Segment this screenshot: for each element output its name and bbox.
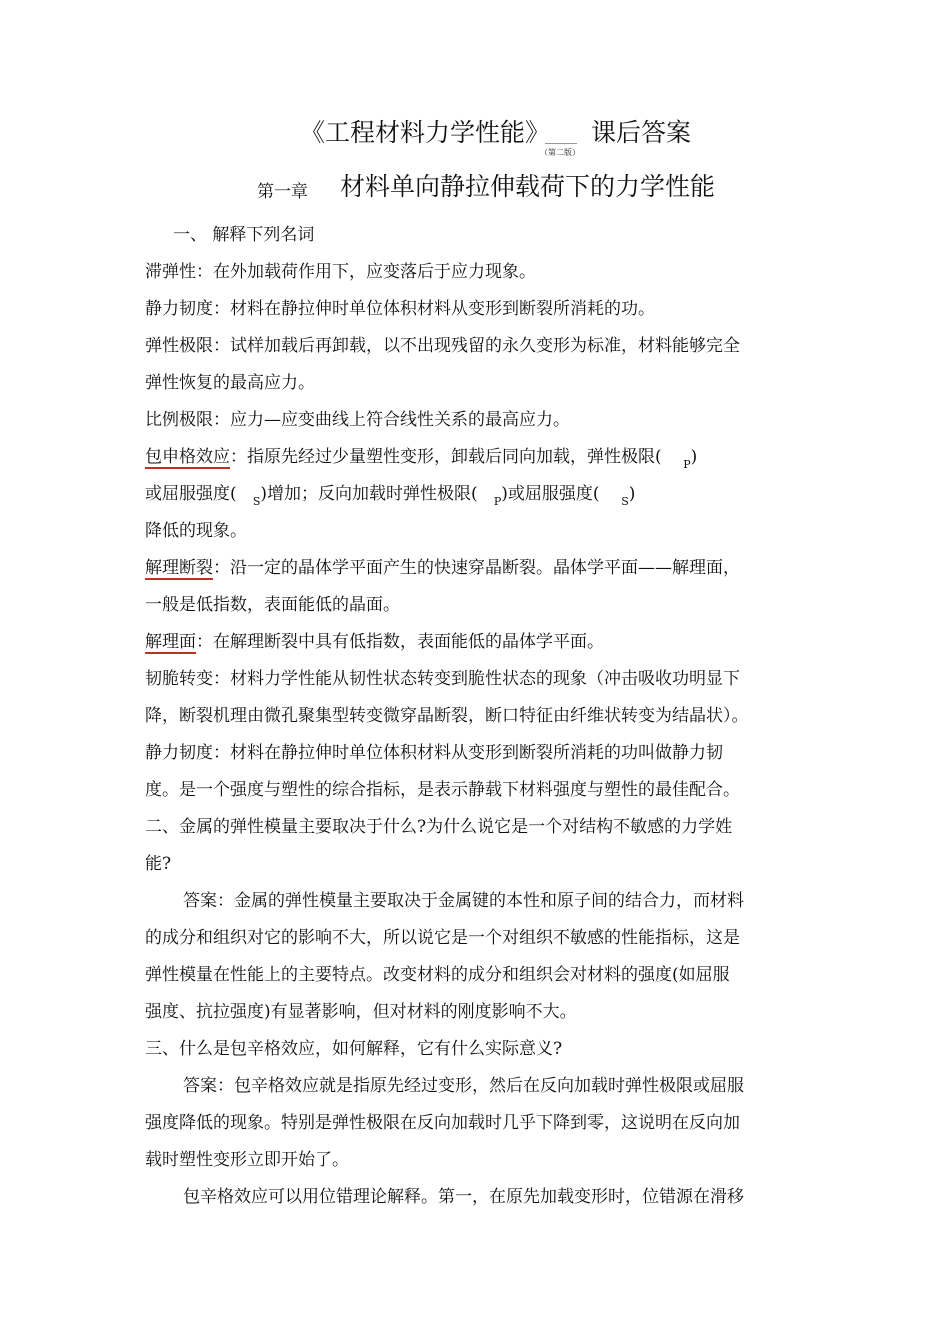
term-bauschinger [145,439,810,476]
term-hysteresis: 滞弹性：在外加载荷作用下，应变落后于应力现象。 [145,262,536,282]
term-proportional-limit: 比例极限：应力—应变曲线上符合线性关系的最高应力。 [145,410,570,430]
section2-answer-2: 的成分和组织对它的影响不大，所以说它是一个对组织不敏感的性能指标，这是 [145,928,740,948]
section2-answer-1: 答案：金属的弹性模量主要取决于金属键的本性和原子间的结合力，而材料 [183,891,744,911]
term-cleavage-fracture [145,550,810,587]
title-main: 《工程材料力学性能》 [300,118,551,147]
term-elastic-limit: 弹性极限：试样加载后再卸载，以不出现残留的永久变形为标准，材料能够完全 [145,336,740,356]
bauschinger-def-2c: )或屈服强度( [501,484,600,504]
term-cleavage-plane [145,624,810,661]
cleavage-fracture-term: 解理断裂 [145,558,213,578]
document-title [0,113,950,157]
section1-heading: 一、 解释下列名词 [173,225,315,245]
section3-question: 三、什么是包辛格效应，如何解释，它有什么实际意义? [145,1039,563,1059]
term-static-toughness-2: 静力韧度：材料在静拉伸时单位体积材料从变形到断裂所消耗的功叫做静力韧 [145,743,723,763]
document-body [145,217,810,1216]
bauschinger-def-1-end: ) [690,447,698,467]
chapter-heading [0,165,950,205]
bauschinger-def-2d: ) [628,484,636,504]
term-ductile-brittle: 韧脆转变：材料力学性能从韧性状态转变到脆性状态的现象（冲击吸收功明显下 [145,669,740,689]
cleavage-plane-def: ：在解理断裂中具有低指数，表面能低的晶体学平面。 [196,632,604,652]
term-static-toughness-2-cont: 度。是一个强度与塑性的综合指标，是表示静载下材料强度与塑性的最佳配合。 [145,780,740,800]
section3-answer-2: 强度降低的现象。特别是弹性极限在反向加载时几乎下降到零，这说明在反向加 [145,1113,740,1133]
term-cleavage-fracture-cont: 一般是低指数，表面能低的晶面。 [145,595,400,615]
chapter-title: 材料单向静拉伸载荷下的力学性能 [340,172,716,201]
title-gap-line [545,143,577,144]
bauschinger-sub-s1: S [252,495,261,508]
title-edition: （第二版） [540,148,580,157]
title-suffix: 课后答案 [591,118,692,147]
term-static-toughness: 静力韧度：材料在静拉伸时单位体积材料从变形到断裂所消耗的功。 [145,299,655,319]
term-ductile-brittle-cont: 降，断裂机理由微孔聚集型转变微穿晶断裂，断口特征由纤维状转变为结晶状）。 [145,706,749,726]
bauschinger-def-2a: 或屈服强度( [145,484,237,504]
bauschinger-term: 包申格效应 [145,447,230,467]
section2-question-cont: 能? [145,854,172,874]
bauschinger-def-2b: )增加；反向加载时弹性极限( [260,484,478,504]
bauschinger-def-1: ：指原先经过少量塑性变形，卸载后同向加载，弹性极限( [230,447,662,467]
bauschinger-sub-p: P [683,458,691,471]
section2-answer-4: 强度、抗拉强度)有显著影响，但对材料的刚度影响不大。 [145,1002,577,1022]
section3-answer-3: 载时塑性变形立即开始了。 [145,1150,349,1170]
cleavage-fracture-def: ：沿一定的晶体学平面产生的快速穿晶断裂。晶体学平面——解理面， [213,558,740,578]
chapter-label: 第一章 [257,182,308,202]
bauschinger-sub-s2: S [621,495,629,508]
section2-answer-3: 弹性模量在性能上的主要特点。改变材料的成分和组织会对材料的强度(如屈服 [145,965,730,985]
section2-question: 二、金属的弹性模量主要取决于什么?为什么说它是一个对结构不敏感的力学姓 [145,817,733,837]
section3-explain-1: 包辛格效应可以用位错理论解释。第一，在原先加载变形时，位错源在滑移 [183,1187,744,1207]
term-elastic-limit-cont: 弹性恢复的最高应力。 [145,373,315,393]
section3-answer-1: 答案：包辛格效应就是指原先经过变形，然后在反向加载时弹性极限或屈服 [183,1076,744,1096]
term-bauschinger-end: 降低的现象。 [145,521,247,541]
term-bauschinger-cont [145,476,810,513]
cleavage-plane-term: 解理面 [145,632,196,652]
bauschinger-sub-p2: P [493,495,502,508]
